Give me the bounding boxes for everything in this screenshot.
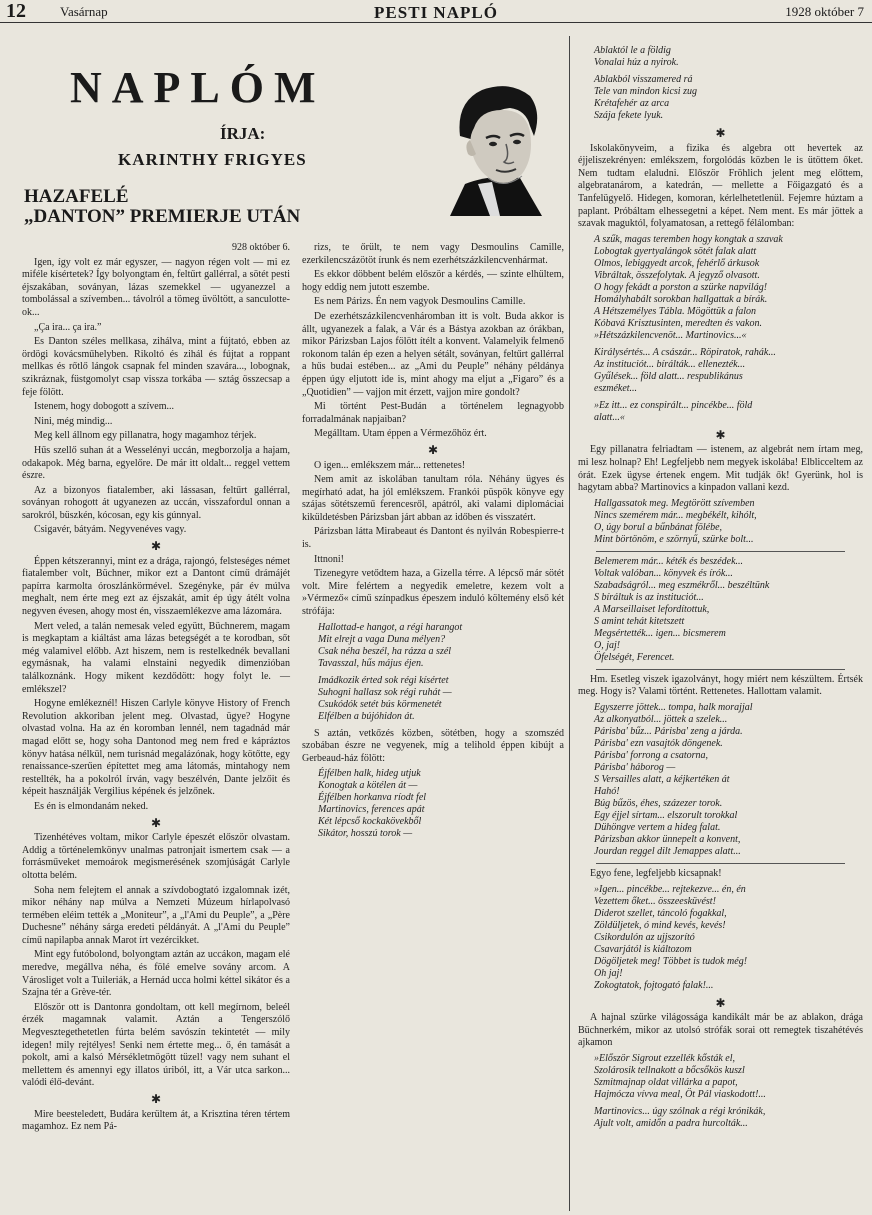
paragraph: Az a bizonyos fiatalember, aki lássasan, feltűrt gallérral, soványan rohogott át ugyanezen az uccán, visszafordul onnan a sarokról, büszkén, kócosan, egy kis gúnnyal.: [22, 484, 290, 521]
paragraph: Iskolakönyveim, a fizika és algebra ott hevertek az éjjeliszekrényen: emlékszem, forgolódás közben le is ütöttem őket. Nem tudtam elaludni. Először Fröhlich jelent meg előttem, algebratanárom, a katedrán, — mellette a Főigazgató és a Tanfelügyelő. Hidegen, komoran, kérlelhetetlenül. Fejemre húztam a paplant. Próbáltam elhessegetni a képet. Nem ment. Es már jöttek a szavak maguktól, folyamatosan, a rettegő félálomban:: [578, 142, 863, 230]
paragraph: Soha nem felejtem el annak a szívdobogtató izgalomnak izét, mikor néhány nap múlva a Nemzeti Múzeum hírlapolvasó termében eléim tették a „Moniteur”, a „l'Ami du Peuple”, a „Père Duchesne” néhány sárga eredeti példányát. A „l'Ami du Peuple” című napilapba annak Marot írt vezércikket.: [22, 884, 290, 946]
paragraph: Hűs szellő suhan át a Wesselényi uccán, megborzolja a hajam, odakapok. Még barna, egyelőre. De már itt oldalt... reggel vettem észre.: [22, 444, 290, 482]
paragraph: A hajnal szürke világossága kandikált már be az ablakon, drága Büchnerkém, mikor az utolsó strófák sorai ott remegtek tiszahétévés ajkamon: [578, 1012, 863, 1049]
verse-stanza: »Először Sigrout ezzellék kősták el, Szolárosik tellnakott a bőcsőkös kuszl Szmitmajnap oldat villárka a papot, Hajmócza vívva meal, Öt Pál viaskodott!...: [594, 1052, 766, 1100]
verse-stanza: Ablaktól le a földig Vonalai húz a nyirok.: [594, 45, 679, 68]
paragraph: Ittnoni!: [314, 553, 344, 565]
section-rule: [596, 863, 845, 864]
author-name: KARINTHY FRIGYES: [118, 150, 307, 169]
section-separator: ✱: [715, 126, 726, 140]
verse-stanza: »Igen... pincékbe... rejtekezve... én, én Vezettem őket... összeesküvést! Diderot szellet, táncoló fogakkal, Zöldüljetek, ó mind kevés, kevés! Csikordulón az ujjszorító Csavarjától is kiáltozom Dögöljetek meg! Többet is tudok még! Oh jaj! Zokogtatok, fojtogató falak!...: [594, 883, 748, 991]
paragraph: Nem amit az iskolában tanultam róla. Néhány ügyes és megírható adat, ha jól emlékszem. Frankói püspök könyve egy szájas sötétszemű ferencesről, apátról, aki valami diplomáciai kiküldetésben Párizsban járt abban az időben és visszatért.: [302, 474, 564, 523]
paragraph: Mint egy futóbolond, bolyongtam aztán az uccákon, magam elé meredve, megállva néha, és fölé emelve sovány arcom. A Városliget volt a Tuileriák, a Hernád ucca holmi kéttel sikátor és a Szajna tér a Grève-tér.: [22, 949, 290, 999]
issue-date: 1928 október 7: [785, 4, 864, 19]
section-separator: ✱: [150, 539, 162, 554]
page-number: 12: [6, 0, 26, 22]
paragraph: Hogyne emlékeznél! Hiszen Carlyle könyve History of French Revolution akkoriban jelent meg. Olvastad, ügye? Hogyne olvastad volna. Ha az én koromban lennél, nem tagadnád már magad előtt se, hogy soha Dantonod meg nem fred e kápráztos könyv hatása nélkül, nem turisnád megalázónak, hogy kötőtte, egy renaissance-szerűen építettet meg ama látomás, mintahogy nem restellték, ha a pokolról írván, vagy beszélvén, Dante jelzőit és képeit használják Vergilius képének és jelzőnek.: [22, 698, 290, 798]
paragraph: Meg kell állnom egy pillanatra, hogy magamhoz térjek.: [34, 430, 257, 442]
dateline: 928 október 6.: [231, 242, 290, 253]
paragraph: Tizenhétéves voltam, mikor Carlyle épeszét először olvastam. Addig a történelemkönyv unalmas patronjait ismertem csak — a forrásműveket memoárok megismerésének szomjúságát Carlyle oltotta belém.: [22, 832, 290, 881]
paragraph: Igen, így volt ez már egyszer, — nagyon régen volt — mi ez miféle kísértetek? Így bolyongtam én, feltűrt gallérral, a sötét pesti éjszakában, soványan, lázas szemekkel — ugyanezzel a tombolással a szívemben... távolról a tömeg üvöltött, a sanculotte-ok...: [22, 256, 290, 318]
paragraph: Mert veled, a talán nemesak veled együtt, Büchnerem, magam is megkaptam a kiáltást ama lázas betegségét a te korodban, sőt még valamivel előbb. Azt hiszem, nem is restelkednék bevallani egymásnak, ha valami elnstaini negyedik dimenzióban találkoznánk. Hogy mikent kezdődött: hogy folyt le. — emlékszel?: [22, 620, 290, 695]
paragraph: Es ekkor döbbent belém először a kérdés, — szinte elhültem, hogy eddig nem jutott eszembe.: [302, 269, 564, 293]
paragraph: Tizenegyre vetődtem haza, a Gizella térre. A lépcső már sötét volt. Mire felértem a negyedik emeletre, kezem volt a »Vérmező« című színpadkus épeszem induló költemény első két strófája:: [302, 568, 564, 618]
section-rule: [596, 669, 845, 670]
subtitle-line-1: HAZAFELÉ: [24, 186, 129, 207]
page-header: [0, 0, 872, 23]
article-column-1: [22, 242, 290, 1136]
paragraph: Mi történt Pest-Budán a történelem legnagyobb forradalmának napjaiban?: [302, 401, 564, 425]
paragraph: Éppen kétszerannyi, mint ez a drága, rajongó, felsteséges német fiatalember volt, Büchner, mikor ezt a Dantont című drámájét papírra karmolta óroszlánkörmével. Szegényke, pár év múlva meghalt, nem érte meg ezt az éjszakát, amit ép úgy átélt volna negyven évesen, ahogy most én, visszaemlékezve ama lázomára.: [22, 555, 290, 618]
paragraph: rizs, te őrült, te nem vagy Desmoulins Camille, ezerkilencszázötöt írunk és nem ezerhétszázkilencvenhármat.: [302, 242, 564, 266]
paragraph: Csigavér, bátyám. Negyvenéves vagy.: [34, 524, 187, 536]
newspaper-name: PESTI NAPLÓ: [374, 3, 498, 22]
verse-stanza: Hallgassatok meg. Megtörött szívemben Nincs szemérem már... megbékélt, kihólt, O, úgy borul a bűnbánat fölébe, Mint börtönöm, e szörnyű, szürke bolt...: [594, 497, 757, 545]
verse-stanza: Királysértés... A császár... Röpiratok, rahák... Az instituciót... bírálták... ellenezték... Gyűlések... föld alatt... respublikánus eszméket...: [594, 346, 776, 394]
verse-stanza: Ablakból visszamered rá Tele van mindon kicsi zug Krétafehér az arca Szája fekete lyuk.: [594, 74, 697, 121]
weekday: Vasárnap: [60, 4, 108, 19]
paragraph: Istenem, hogy dobogott a szívem...: [34, 401, 174, 413]
paragraph: Es Danton széles mellkasa, zihálva, mint a fújtató, ebben az ördögi kovácsműhelyben. Rikoltó és zihál és fújtat a roppant mellkas és rőtlő lángok csapnak fel minden szavára..., lobognak, szikráznak, füstgomolyt csap vissza torkába — sztág összecsap a feje fölött.: [22, 336, 290, 398]
paragraph: Párizsban látta Mirabeaut és Dantont és nyilván Robespierre-t is.: [302, 526, 564, 551]
paragraph: „Ça ira... ça ira.”: [34, 321, 102, 333]
paragraph: Megálltam. Utam éppen a Vérmezőhöz ért.: [314, 428, 487, 440]
article-column-2: [302, 242, 564, 845]
subtitle-line-2: „DANTON” PREMIERJE UTÁN: [24, 206, 301, 227]
paragraph: Egyo fene, legfeljebb kicsapnak!: [590, 867, 722, 879]
column-divider: [569, 36, 570, 1211]
paragraph: O igen... emlékszem már... rettenetes!: [314, 459, 466, 471]
section-separator: ✱: [150, 1092, 162, 1106]
section-rule: [596, 551, 845, 552]
article-column-3: [578, 42, 863, 1135]
paragraph: Es nem Párizs. Én nem vagyok Desmoulins Camille.: [314, 296, 526, 308]
verse-stanza: A szűk, magas teremben hogy kongtak a szavak Lobogtak gyertyalángok sötét falak alatt Olmos, lebiggyedt arcok, fehérlő árkusok Vibráltak, összefolytak. A jegyző olvasott. O hogy fekádt a porston a szürke napvilág! Homályhabált sorokban hallgattak a bírák. A Hétszemélyes Tábla. Mögöttük a falon Kóbavá Krisztusinten, meredten és vakon. »Hétszázkilencvenöt... Martinovics...«: [594, 233, 783, 341]
paragraph: Először ott is Dantonra gondoltam, ott kell megírnom, beleél érzék magamnak valamit. Aztán a Tengerszólő Megvesztegethetetlen fúrta belém savószín tekintetét — mily idegen! mily rejtélyes! Senki nem értette meg... ő, én tamását a pokolt, ami a kalsó Mérsékletmögött tüzel! vagy nem suhant el mellettem és amennyi egy illatos úriból, itt, a Vár utca sarkon... valódi élő-devánt.: [22, 1001, 290, 1089]
section-separator: ✱: [715, 995, 726, 1010]
section-separator: ✱: [715, 427, 726, 442]
article-title: NAPLÓM: [70, 63, 326, 112]
paragraph: Hm. Esetleg viszek igazolványt, hogy miért nem készültem. Értsék meg. Hogy is? Valami történt. Rettenetes. Hallottam valamit.: [578, 673, 863, 698]
paragraph: Es én is elmondanám neked.: [34, 800, 149, 812]
byline: ÍRJA:: [220, 124, 266, 143]
section-separator: ✱: [427, 442, 439, 457]
verse-stanza: Martinovics... úgy szólnak a régi krónikák, Ajult volt, amidőn a padra hurcolták...: [594, 1105, 766, 1129]
verse-stanza: »Ez itt... ez conspirált... pincékbe... föld alatt...«: [594, 399, 753, 423]
verse-stanza: Egyszerre jöttek... tompa, halk morajjal Az alkonyatból... jöttek a szelek... Párisba' bűz... Párisba' zeng a járda. Párisba' ezn vasajtók döngenek. Párisba' forrong a csatorna, Párisba' háborog — S Versailles alatt, a kéjkertéken át Hahó! Búg bűzös, éhes, százezer torok. Egy éjjel sírtam... elszorult torokkal Dühöngve vertem a hideg falat. Párizsban akkor ünnepelt a konvent, Jourdan reggel dilt Jemappes alatt...: [594, 701, 753, 857]
paragraph: Mire beesteledett, Budára kerültem át, a Krisztina téren tértem magamhoz. Ez nem Pá-: [22, 1108, 290, 1133]
verse-stanza: Éjfélben halk, hideg utjuk Konogtak a kötélen át — Éjfélben horkanva ríodt fel Martinovics, ferences apát Két lépcső kockakövekből Sikátor, hosszú torok —: [318, 768, 427, 840]
verse-stanza: Belemerem már... kéték és beszédek... Voltak valóban... könyvek és írók... Szabadságról... meg eszmékről... beszéltünk S bíráltuk is az instituciót... A Marseillaiset lefordítottuk, S amint tehát kitetszett Megsértették... igen... bicsmerem O, jaj! Öfelségét, Ferencet.: [594, 555, 770, 663]
paragraph: Egy pillanatra felriadtam — istenem, az algebrát nem írtam meg, mi lesz holnap? Eh! Legfeljebb nem megyek iskolába! Elblicceltem az órát. Ezek ügyse értenek engem. Mit tudják ők! Gyerünk, hol is hagytam abba? Martinovics a kinpadon vallani kezd.: [578, 444, 863, 494]
paragraph: De ezerhétszázkilencvenháromban itt is volt. Buda akkor is állt, ugyanezek a falak, a Vár és a Bástya azokban az órákban, mikor Párizsban Lajos fölött ítélt a konvent. Valamelyik felmenő rokonom talán ép ezen a helyen sétált, soványan, feltűrt gallérral a hűs budai estében... az „Ami du Peuple” néhány példánya éppen úgy eljutott ide is, mint ahogy ma eljut a „Figaro” és a „Quotidien” — vajjon mit érzett, vajjon mire gondolt?: [302, 310, 564, 398]
paragraph: Nini, még mindig...: [34, 415, 113, 427]
verse-stanza: Hallottad-e hangot, a régi harangot Mit elrejt a vaga Duna mélyen? Csak néha beszél, ha rázza a szél Tavasszal, hűs május éjen.: [318, 621, 463, 669]
paragraph: S aztán, vetkőzés közben, sötétben, hogy a szomszéd szobában észre ne vegyenek, míg a telihold éppen kibújt a Gerbeaud-ház fölött:: [302, 727, 564, 764]
section-separator: ✱: [150, 815, 162, 830]
author-portrait: [430, 66, 550, 216]
verse-stanza: Imádkozik érted sok régi kísértet Suhogni hallasz sok régi ruhát — Csukódók setét bús körmenetét Elfélben a bújóhidon át.: [318, 674, 452, 722]
